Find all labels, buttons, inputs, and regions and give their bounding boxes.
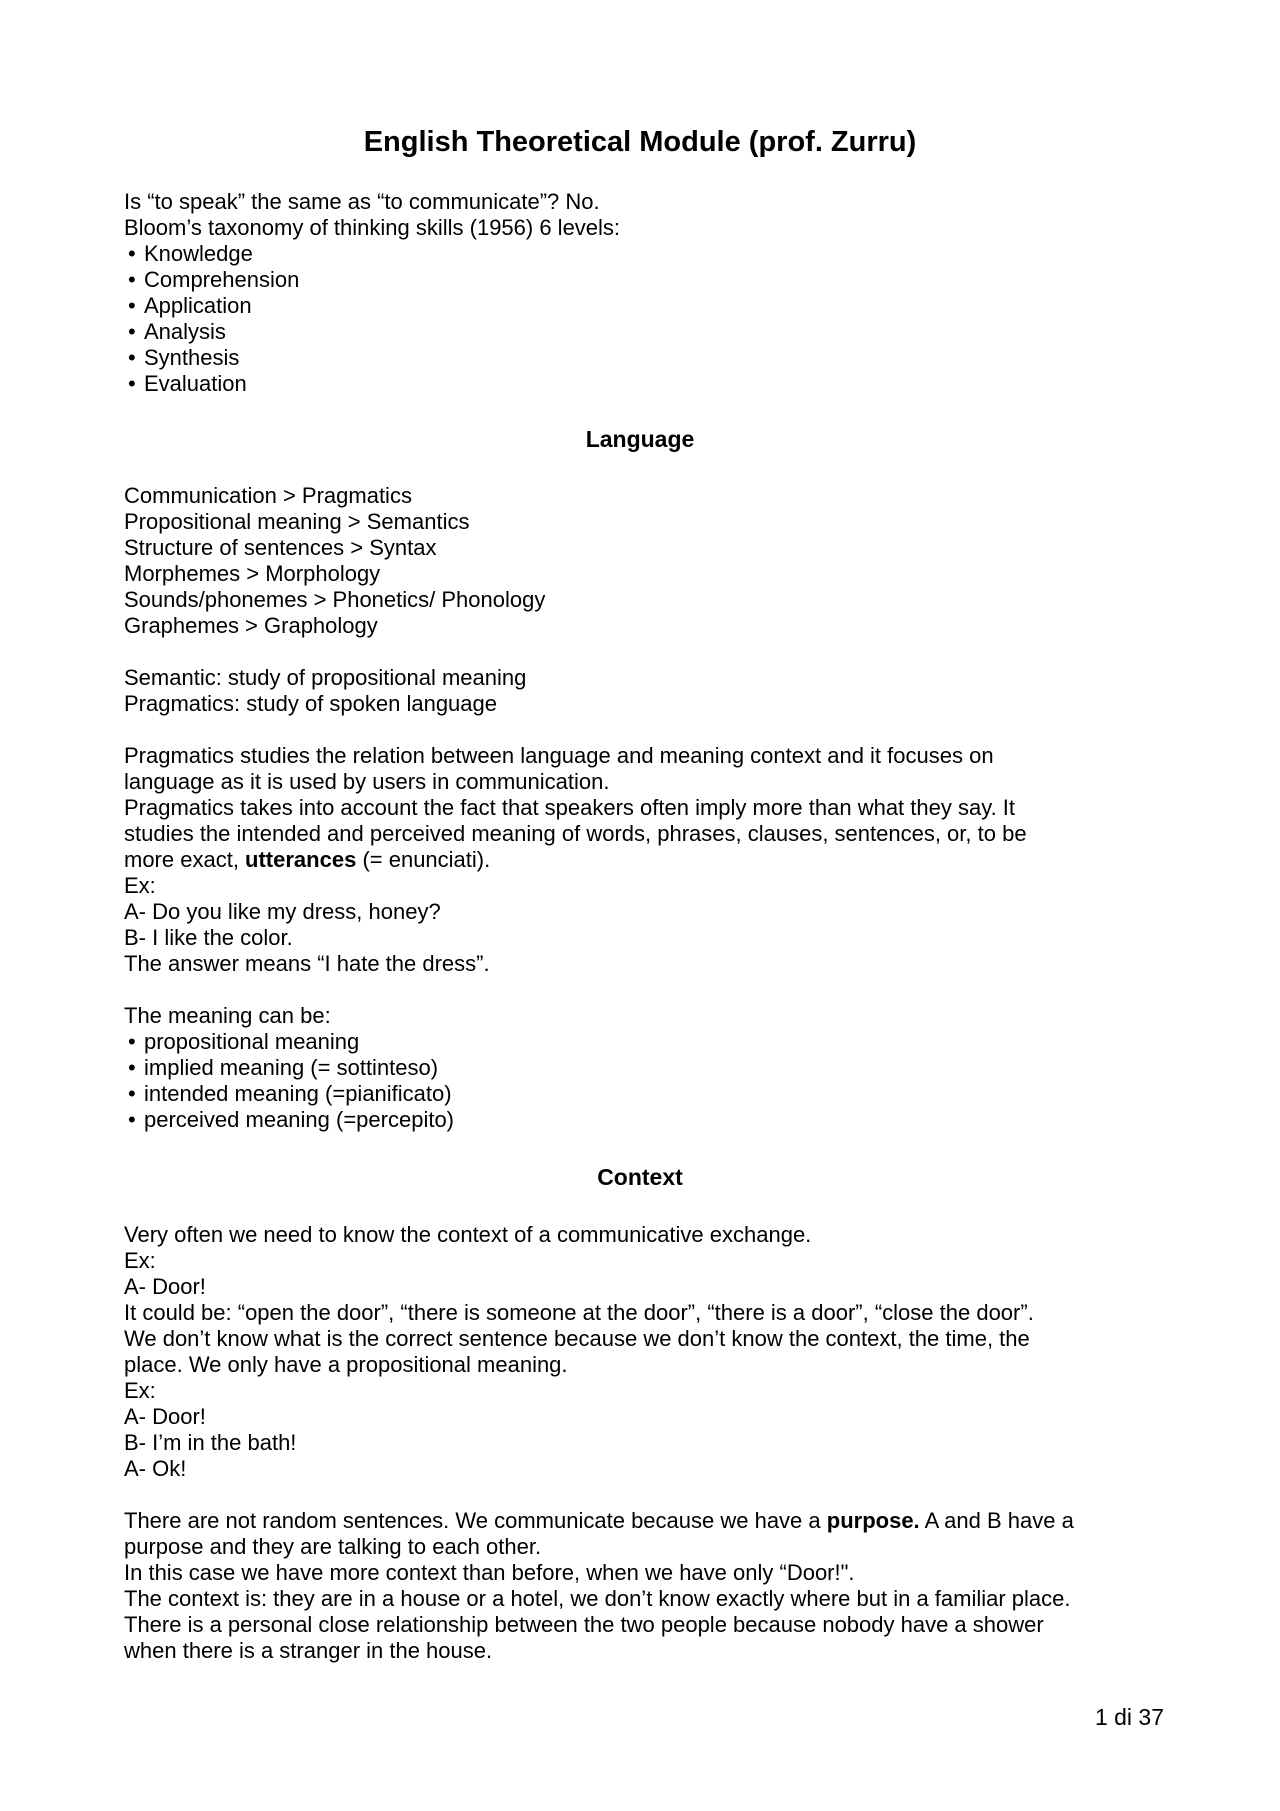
purpose-line: There is a personal close relationship between the two people because nobody have a shower	[124, 1612, 1044, 1637]
definitions	[124, 665, 1184, 717]
document-title: English Theoretical Module (prof. Zurru)	[363, 126, 917, 158]
utterances-term: utterances	[245, 847, 357, 872]
context-line: A- Door!	[124, 1404, 206, 1429]
purpose-line: purpose and they are talking to each other.	[124, 1534, 542, 1559]
meaning-item: • perceived meaning (=percepito)	[128, 1107, 455, 1132]
purpose-line: when there is a stranger in the house.	[124, 1638, 493, 1663]
context-line: Ex:	[124, 1248, 156, 1273]
example-line: The answer means “I hate the dress”.	[124, 951, 490, 976]
bloom-level-item: • Evaluation	[128, 371, 247, 396]
purpose-term: purpose.	[826, 1508, 920, 1533]
context-line: Ex:	[124, 1378, 156, 1403]
context-paragraph	[124, 1222, 1184, 1482]
example-line: Ex:	[124, 873, 156, 898]
language-levels	[124, 483, 1184, 639]
intro-section	[124, 189, 1184, 397]
context-line: We don’t know what is the correct sentence because we don’t know the context, the time, the	[124, 1326, 1030, 1351]
bloom-level-item: • Synthesis	[128, 345, 240, 370]
level-line: Propositional meaning > Semantics	[124, 509, 470, 534]
section-heading-language: Language	[585, 426, 695, 452]
context-line: B- I’m in the bath!	[124, 1430, 297, 1455]
example-line: B- I like the color.	[124, 925, 293, 950]
level-line: Communication > Pragmatics	[124, 483, 412, 508]
bloom-level-item: • Analysis	[128, 319, 226, 344]
paragraph-line: language as it is used by users in communication.	[124, 769, 610, 794]
example-line: A- Do you like my dress, honey?	[124, 899, 441, 924]
purpose-line: In this case we have more context than before, when we have only “Door!".	[124, 1560, 855, 1585]
meaning-item: • propositional meaning	[128, 1029, 360, 1054]
context-line: A- Ok!	[124, 1456, 187, 1481]
bloom-level-item: • Knowledge	[128, 241, 253, 266]
purpose-line: The context is: they are in a house or a hotel, we don’t know exactly where but in a familiar place.	[124, 1586, 1071, 1611]
paragraph-line: studies the intended and perceived meaning of words, phrases, clauses, sentences, or, to be	[124, 821, 1027, 846]
context-line: A- Door!	[124, 1274, 206, 1299]
context-line: It could be: “open the door”, “there is someone at the door”, “there is a door”, “close the door”.	[124, 1300, 1034, 1325]
meaning-list	[124, 1003, 1184, 1133]
paragraph-line: Pragmatics takes into account the fact that speakers often imply more than what they say. It	[124, 795, 1016, 820]
paragraph-line: Pragmatics studies the relation between language and meaning context and it focuses on	[124, 743, 994, 768]
level-line: Structure of sentences > Syntax	[124, 535, 437, 560]
paragraph-line: more exact, utterances (= enunciati).	[124, 847, 491, 872]
definition-line: Semantic: study of propositional meaning	[124, 665, 527, 690]
purpose-line: There are not random sentences. We communicate because we have a purpose. A and B have a	[124, 1508, 1074, 1533]
bloom-level-item: • Comprehension	[128, 267, 300, 292]
page-number: 1 di 37	[1094, 1704, 1164, 1730]
pragmatics-paragraph	[124, 743, 1184, 977]
meaning-item: • implied meaning (= sottinteso)	[128, 1055, 439, 1080]
purpose-paragraph	[124, 1508, 1184, 1664]
section-heading-context: Context	[597, 1164, 683, 1190]
context-line: place. We only have a propositional meaning.	[124, 1352, 568, 1377]
context-line: Very often we need to know the context of a communicative exchange.	[124, 1222, 812, 1247]
intro-line: Is “to speak” the same as “to communicate”? No.	[124, 189, 600, 214]
level-line: Sounds/phonemes > Phonetics/ Phonology	[124, 587, 546, 612]
level-line: Graphemes > Graphology	[124, 613, 378, 638]
level-line: Morphemes > Morphology	[124, 561, 381, 586]
meaning-intro: The meaning can be:	[124, 1003, 331, 1028]
intro-line: Bloom’s taxonomy of thinking skills (1956) 6 levels:	[124, 215, 621, 240]
definition-line: Pragmatics: study of spoken language	[124, 691, 498, 716]
bloom-level-item: • Application	[128, 293, 252, 318]
meaning-item: • intended meaning (=pianificato)	[128, 1081, 452, 1106]
